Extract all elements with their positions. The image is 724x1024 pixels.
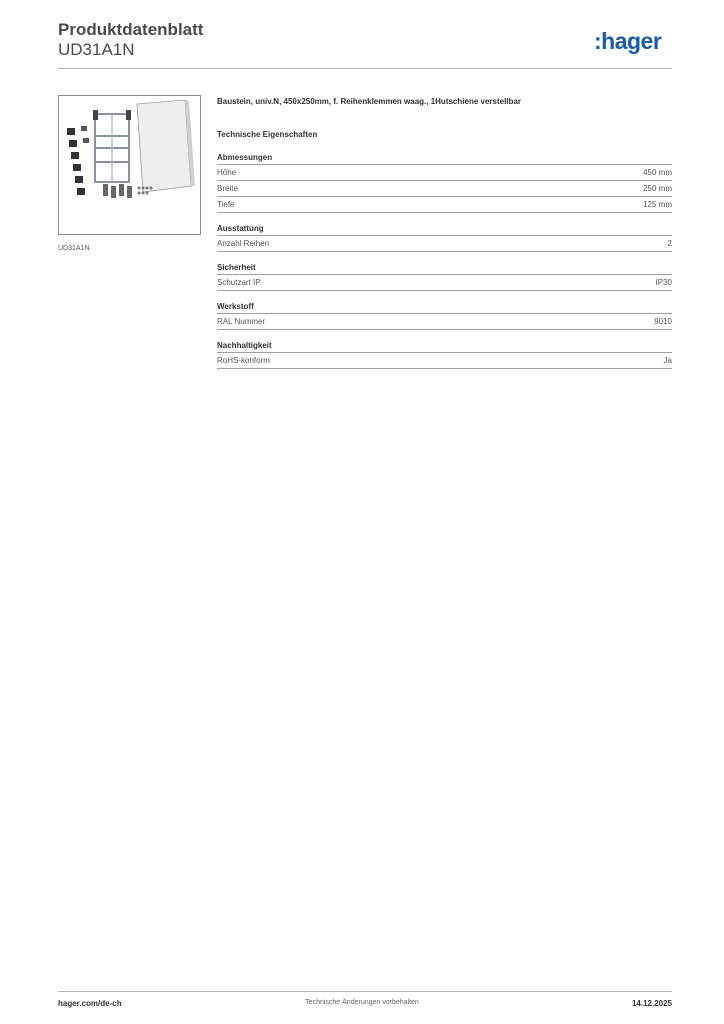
row-label: RoHS-konform (217, 356, 270, 365)
table-row (217, 165, 672, 181)
section-title: Nachhaltigkeit (217, 341, 672, 353)
section-title: Ausstattung (217, 224, 672, 236)
row-value: 450 mm (643, 168, 672, 177)
header-divider (58, 68, 672, 69)
row-value: 9010 (654, 317, 672, 326)
product-illustration-icon (59, 96, 200, 234)
table-row (217, 275, 672, 291)
footer-notice: Technische Änderungen vorbehalten (305, 999, 419, 1006)
table-row (217, 314, 672, 330)
section-title: Sicherheit (217, 263, 672, 275)
table-row (217, 353, 672, 369)
section-abmessungen (217, 153, 672, 213)
row-label: Schutzart IP (217, 278, 261, 287)
table-row (217, 197, 672, 213)
footer-date: 14.12.2025 (631, 999, 672, 1008)
product-code: UD31A1N (58, 40, 135, 59)
row-label: Anzahl Reihen (217, 239, 270, 248)
section-title: Werkstoff (217, 302, 672, 314)
table-row (217, 236, 672, 252)
image-caption: UD31A1N (58, 245, 90, 252)
row-label: RAL Nummer (217, 317, 266, 326)
row-value: 250 mm (643, 184, 672, 193)
section-title: Abmessungen (217, 153, 672, 165)
product-details (217, 97, 672, 380)
table-row (217, 181, 672, 197)
section-sicherheit (217, 263, 672, 291)
row-value: Ja (663, 356, 672, 365)
footer-divider (58, 991, 672, 992)
row-value: 2 (667, 239, 672, 248)
product-image (58, 95, 201, 235)
section-nachhaltigkeit (217, 341, 672, 369)
footer-website-link[interactable]: hager.com/de-ch (58, 999, 122, 1008)
section-werkstoff (217, 302, 672, 330)
product-description: Baustein, univ.N, 450x250mm, f. Reihenklemmen waag., 1Hutschiene verstellbar (217, 97, 521, 106)
row-value: 125 mm (643, 200, 672, 209)
row-label: Tiefe (217, 200, 235, 209)
row-value: IP30 (655, 278, 672, 287)
section-ausstattung (217, 224, 672, 252)
row-label: Höhe (217, 168, 237, 177)
page-title: Produktdatenblatt (58, 20, 204, 39)
hager-logo: :hager (594, 28, 662, 54)
row-label: Breite (217, 184, 238, 193)
technical-properties-heading: Technische Eigenschaften (217, 130, 318, 139)
